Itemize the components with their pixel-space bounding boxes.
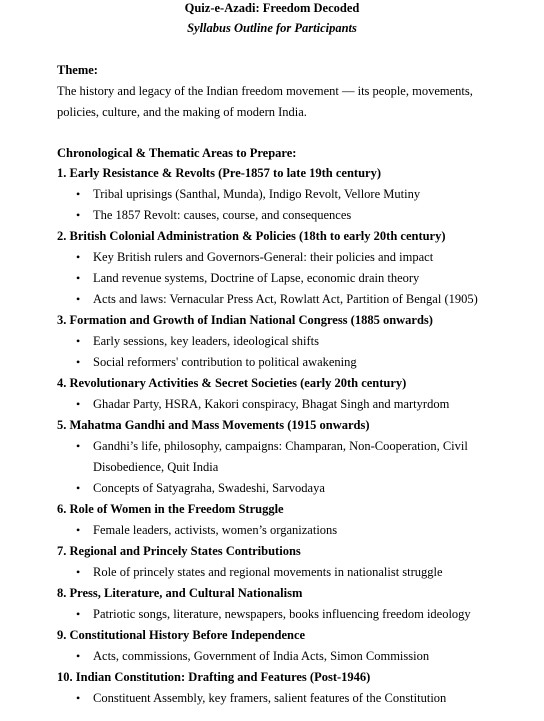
bullet-icon: • <box>76 523 81 537</box>
theme-heading: Theme: <box>57 63 98 77</box>
list-item-text: Ghadar Party, HSRA, Kakori conspiracy, Bhagat Singh and martyrdom <box>93 397 450 411</box>
list-item-text: Patriotic songs, literature, newspapers, books influencing freedom ideology <box>93 607 471 621</box>
section-title: 2. British Colonial Administration & Policies (18th to early 20th century) <box>57 229 446 243</box>
list-item <box>57 331 503 352</box>
section-title: 4. Revolutionary Activities & Secret Societies (early 20th century) <box>57 376 407 390</box>
bullet-icon: • <box>76 355 81 369</box>
list-item-text: Acts and laws: Vernacular Press Act, Rowlatt Act, Partition of Bengal (1905) <box>93 292 478 306</box>
list-item-text: Role of princely states and regional movements in nationalist struggle <box>93 565 443 579</box>
bullet-icon: • <box>76 439 81 453</box>
bullet-icon: • <box>76 565 81 579</box>
section-title: 3. Formation and Growth of Indian National Congress (1885 onwards) <box>57 313 433 327</box>
section-title: 1. Early Resistance & Revolts (Pre-1857 to late 19th century) <box>57 166 381 180</box>
section-title: 6. Role of Women in the Freedom Struggle <box>57 502 284 516</box>
section-title: 8. Press, Literature, and Cultural Nationalism <box>57 586 303 600</box>
list-item <box>57 394 503 415</box>
bullet-icon: • <box>76 208 81 222</box>
section-title: 10. Indian Constitution: Drafting and Features (Post-1946) <box>57 670 371 684</box>
list-item <box>57 520 503 541</box>
list-item-text: Female leaders, activists, women’s organizations <box>93 523 338 537</box>
list-item-text: Early sessions, key leaders, ideological shifts <box>93 334 319 348</box>
bullet-icon: • <box>76 397 81 411</box>
list-item <box>57 352 503 373</box>
list-item <box>57 289 503 310</box>
bullet-icon: • <box>76 271 81 285</box>
list-item-text: Acts, commissions, Government of India Acts, Simon Commission <box>93 649 430 663</box>
document-title: Quiz-e-Azadi: Freedom Decoded <box>184 1 360 15</box>
list-item-text: Gandhi’s life, philosophy, campaigns: Champaran, Non-Cooperation, Civil Disobedience, Quit India <box>93 439 468 474</box>
list-item <box>57 247 503 268</box>
list-item-text: Key British rulers and Governors-General: their policies and impact <box>93 250 434 264</box>
bullet-icon: • <box>76 292 81 306</box>
bullet-icon: • <box>76 187 81 201</box>
section-title: 7. Regional and Princely States Contributions <box>57 544 301 558</box>
bullet-icon: • <box>76 250 81 264</box>
list-item-text: The 1857 Revolt: causes, course, and consequences <box>93 208 352 222</box>
list-item <box>57 646 503 667</box>
syllabus-sections <box>57 163 517 709</box>
list-item-text: Social reformers' contribution to political awakening <box>93 355 357 369</box>
list-item <box>57 562 503 583</box>
list-item-text: Constituent Assembly, key framers, salient features of the Constitution <box>93 691 447 705</box>
list-item-text: Tribal uprisings (Santhal, Munda), Indigo Revolt, Vellore Mutiny <box>93 187 421 201</box>
theme-text: The history and legacy of the Indian freedom movement — its people, movements, policies, culture, and the making of modern India. <box>57 84 473 119</box>
list-item <box>57 436 503 478</box>
areas-heading: Chronological & Thematic Areas to Prepare: <box>57 146 297 160</box>
list-item <box>57 478 503 499</box>
list-item-text: Land revenue systems, Doctrine of Lapse, economic drain theory <box>93 271 420 285</box>
list-item <box>57 205 503 226</box>
bullet-icon: • <box>76 334 81 348</box>
list-item <box>57 268 503 289</box>
list-item-text: Concepts of Satyagraha, Swadeshi, Sarvodaya <box>93 481 325 495</box>
list-item <box>57 688 503 709</box>
bullet-icon: • <box>76 649 81 663</box>
section-title: 5. Mahatma Gandhi and Mass Movements (1915 onwards) <box>57 418 370 432</box>
list-item <box>57 604 503 625</box>
bullet-icon: • <box>76 607 81 621</box>
bullet-icon: • <box>76 481 81 495</box>
bullet-icon: • <box>76 691 81 705</box>
section-title: 9. Constitutional History Before Independence <box>57 628 306 642</box>
document-subtitle: Syllabus Outline for Participants <box>187 21 357 35</box>
list-item <box>57 184 503 205</box>
